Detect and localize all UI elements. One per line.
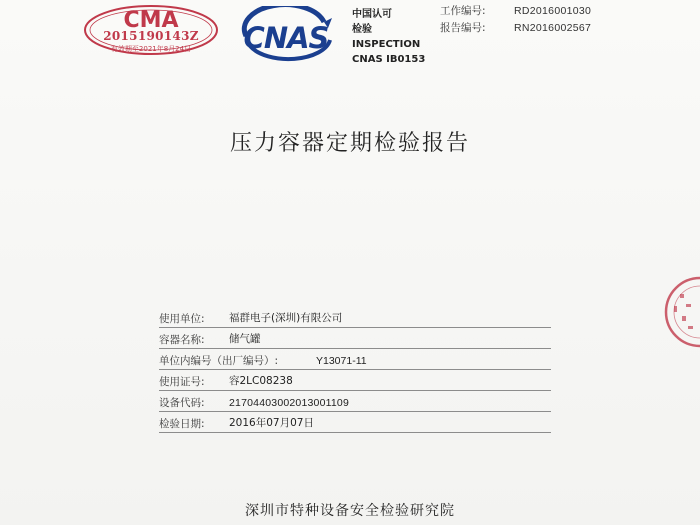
cnas-wordmark: CNAS [243,21,329,55]
device-code-value: 21704403002013001109 [229,397,350,409]
partial-seal [660,272,700,352]
document-title: 压力容器定期检验报告 [229,131,470,156]
cnas-line-3: INSPECTION [352,39,421,50]
vessel-name-value: 储气罐 [229,333,261,345]
serial-number-value: Y13071-11 [316,355,367,367]
user-unit-label: 使用单位: [159,313,205,325]
issuing-institute: 深圳市特种设备安全检验研究院 [245,503,455,519]
certificate-value: 容2LC08238 [229,375,293,387]
certificate-label: 使用证号: [159,376,205,388]
reference-numbers [440,3,591,37]
field-vessel-name [159,328,551,349]
cnas-line-1: 中国认可 [352,9,392,20]
field-inspection-date [159,412,551,433]
partial-seal-graphic [660,272,700,352]
cnas-info [352,7,425,67]
work-number: RD2016001030 [514,5,592,17]
cma-mark: CMA [123,8,179,33]
cnas-logo [232,6,340,62]
work-number-label: 工作编号: [440,5,486,17]
cnas-line-2: 检验 [352,24,372,35]
report-number: RN2016002567 [514,22,592,34]
vessel-name-label: 容器名称: [159,334,205,346]
user-unit-value: 福群电子(深圳)有限公司 [229,312,343,324]
inspection-date-value: 2016年07月07日 [229,417,314,429]
field-certificate [159,370,551,391]
report-fields [159,307,551,433]
report-number-label: 报告编号: [440,22,486,34]
device-code-label: 设备代码: [159,397,205,409]
cnas-line-4: CNAS IB0153 [352,54,426,65]
serial-number-label: 单位内编号（出厂编号）: [159,355,279,367]
report-number-row [440,20,591,37]
work-number-row [440,3,591,20]
field-serial-number [159,349,551,370]
field-device-code [159,391,551,412]
field-user-unit [159,307,551,328]
cma-number: 2015190143Z [103,29,199,43]
cma-seal [82,3,220,55]
inspection-date-label: 检验日期: [159,418,205,430]
cma-validity: 有效期至2021年8月24日 [110,45,192,53]
